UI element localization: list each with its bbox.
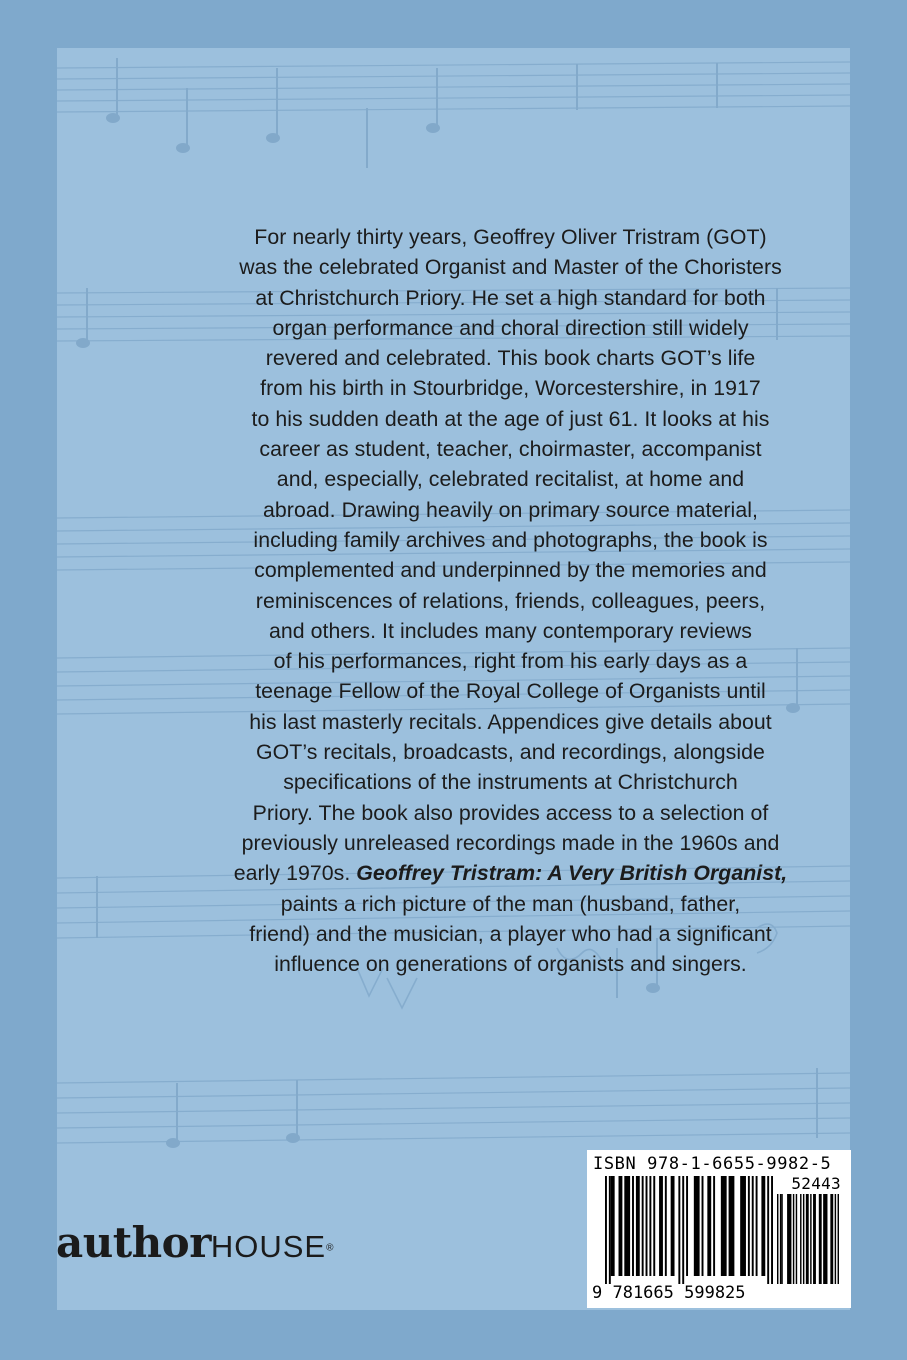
barcode-bar bbox=[748, 1176, 750, 1276]
barcode-bar bbox=[649, 1176, 651, 1276]
blurb-line: friend) and the musician, a player who had a significant bbox=[249, 921, 772, 946]
barcode-bar bbox=[632, 1176, 634, 1276]
cover-panel bbox=[57, 48, 850, 1310]
blurb-line: to his sudden death at the age of just 61. It looks at his bbox=[251, 406, 770, 431]
barcode-bar bbox=[653, 1176, 655, 1276]
barcode-bar bbox=[642, 1176, 644, 1276]
barcode-bar bbox=[781, 1194, 782, 1284]
isbn-label: ISBN 978-1-6655-9982-5 bbox=[593, 1154, 832, 1174]
book-title: Geoffrey Tristram: A Very British Organist, bbox=[356, 861, 788, 886]
blurb-line: of his performances, right from his early days as a bbox=[273, 649, 748, 674]
ean-barcode-bars bbox=[605, 1176, 773, 1284]
barcode-bar bbox=[810, 1194, 811, 1284]
blurb-line: abroad. Drawing heavily on primary source material, bbox=[263, 497, 758, 522]
blurb-line: career as student, teacher, choirmaster, accompanist bbox=[259, 437, 762, 462]
barcode-bar bbox=[780, 1194, 781, 1284]
barcode-bar bbox=[796, 1194, 797, 1284]
blurb-line: revered and celebrated. This book charts GOT’s life bbox=[265, 346, 756, 371]
barcode-bar bbox=[646, 1176, 648, 1276]
barcode-bar bbox=[678, 1176, 680, 1284]
barcode-bar bbox=[636, 1176, 640, 1276]
ean-digits: 9 781665 599825 bbox=[592, 1283, 746, 1303]
barcode-bar bbox=[609, 1176, 611, 1284]
barcode-bar bbox=[694, 1176, 700, 1276]
blurb-line-prefix: early 1970s. bbox=[233, 861, 357, 886]
barcode-bar bbox=[702, 1176, 704, 1276]
barcode-bar bbox=[729, 1176, 735, 1276]
barcode-bar bbox=[793, 1194, 794, 1284]
barcode-bar bbox=[756, 1176, 758, 1276]
barcode-bar bbox=[813, 1194, 816, 1284]
blurb-line: GOT’s recitals, broadcasts, and recordings, alongside bbox=[256, 740, 765, 765]
barcode-bar bbox=[819, 1194, 822, 1284]
barcode-bar bbox=[740, 1176, 746, 1276]
barcode-bar bbox=[713, 1176, 715, 1276]
blurb-line: teenage Fellow of the Royal College of Organists until bbox=[255, 679, 766, 704]
blurb-line: For nearly thirty years, Geoffrey Oliver Tristram (GOT) bbox=[254, 225, 767, 249]
blurb-line: organ performance and choral direction still widely bbox=[272, 315, 749, 340]
barcode-bar bbox=[800, 1194, 801, 1284]
barcode-bar bbox=[671, 1176, 675, 1276]
blurb-line: and others. It includes many contemporary reviews bbox=[268, 618, 753, 643]
blurb-line: influence on generations of organists and singers. bbox=[274, 952, 747, 977]
barcode-bar bbox=[806, 1194, 809, 1284]
blurb-line: his last masterly recitals. Appendices give details about bbox=[249, 709, 772, 734]
blurb-line: including family archives and photographs, the book is bbox=[253, 527, 768, 552]
barcode-bar bbox=[665, 1176, 667, 1276]
barcode-bar bbox=[611, 1176, 615, 1276]
barcode-bar bbox=[835, 1194, 836, 1284]
registered-mark: ® bbox=[326, 1242, 334, 1254]
barcode-bar bbox=[787, 1194, 791, 1284]
barcode-bar bbox=[686, 1176, 688, 1276]
publisher-logo-house: HOUSE bbox=[210, 1229, 327, 1264]
blurb-line: from his birth in Stourbridge, Worcestershire, in 1917 bbox=[260, 376, 761, 401]
barcode-bar bbox=[803, 1194, 804, 1284]
blurb-line-title bbox=[177, 858, 844, 888]
barcode-bar bbox=[682, 1176, 684, 1284]
blurb-line: complemented and underpinned by the memories and bbox=[254, 558, 767, 583]
barcode-bar bbox=[777, 1194, 778, 1284]
barcode-bar bbox=[624, 1176, 630, 1276]
barcode-bar bbox=[752, 1176, 754, 1276]
blurb-line: previously unreleased recordings made in the 1960s and bbox=[241, 830, 780, 855]
barcode-bar bbox=[838, 1194, 839, 1284]
barcode-bar bbox=[605, 1176, 607, 1284]
blurb-line: specifications of the instruments at Christchurch bbox=[283, 770, 738, 795]
publisher-logo bbox=[56, 1218, 334, 1267]
blurb-line: reminiscences of relations, friends, colleagues, peers, bbox=[255, 588, 766, 613]
barcode-bar bbox=[830, 1194, 833, 1284]
barcode-bar bbox=[771, 1176, 773, 1284]
back-cover-blurb bbox=[177, 222, 844, 979]
blurb-line: was the celebrated Organist and Master of the Choristers bbox=[239, 255, 782, 280]
barcode-bar bbox=[721, 1176, 727, 1276]
blurb-line: paints a rich picture of the man (husband, father, bbox=[280, 891, 741, 916]
isbn-barcode bbox=[587, 1150, 851, 1308]
blurb-line: Priory. The book also provides access to a selection of bbox=[252, 800, 769, 825]
barcode-bar bbox=[619, 1176, 623, 1276]
barcode-bar bbox=[659, 1176, 663, 1276]
blurb-line: and, especially, celebrated recitalist, at home and bbox=[276, 467, 745, 492]
barcode-bar bbox=[761, 1176, 765, 1276]
blurb-line: at Christchurch Priory. He set a high standard for both bbox=[255, 285, 766, 310]
barcode-bar bbox=[707, 1176, 711, 1276]
barcode-bar bbox=[823, 1194, 827, 1284]
addon-barcode-bars bbox=[777, 1194, 839, 1284]
addon-number: 52443 bbox=[791, 1174, 841, 1193]
barcode-bar bbox=[767, 1176, 769, 1284]
publisher-logo-author: author bbox=[56, 1218, 211, 1267]
